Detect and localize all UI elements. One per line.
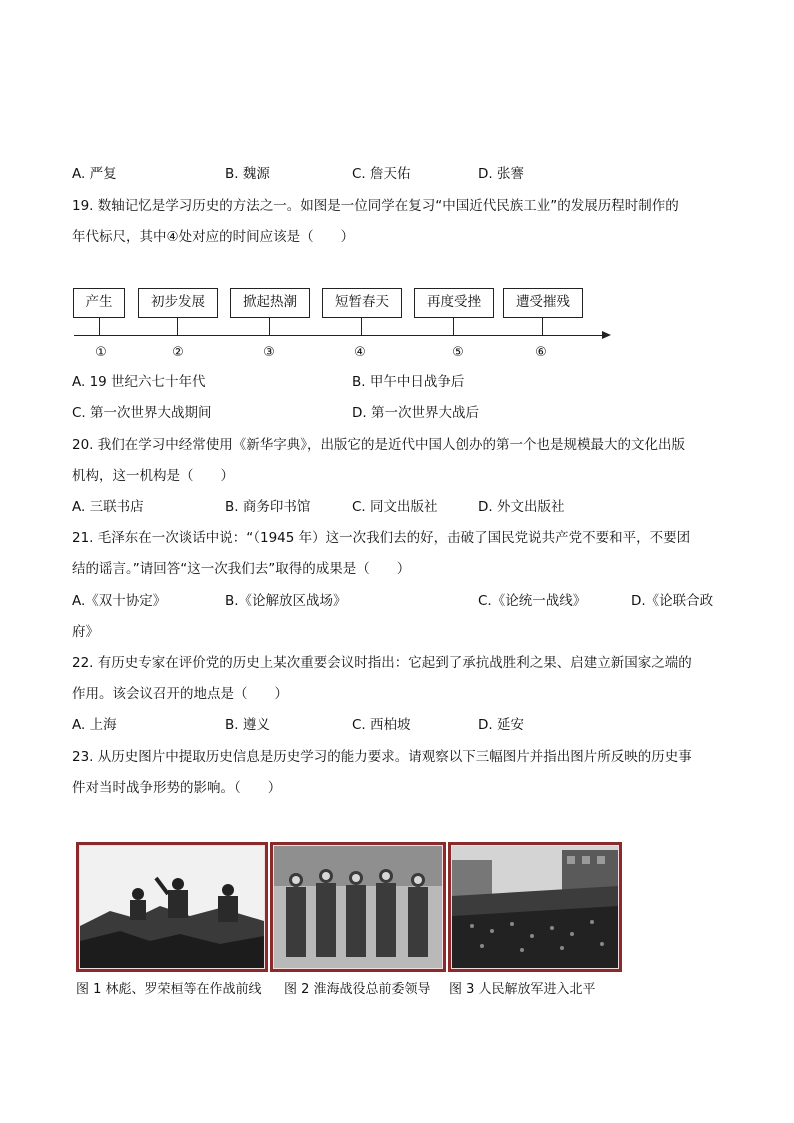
q23-stem-line1: 23. 从历史图片中提取历史信息是历史学习的能力要求。请观察以下三幅图片并指出图片所反映的历史事 <box>72 749 692 765</box>
q20-option-d: D. 外文出版社 <box>478 499 565 515</box>
timeline-tick <box>177 318 178 335</box>
timeline-tick <box>269 318 270 335</box>
q20-option-b: B. 商务印书馆 <box>225 499 311 515</box>
q22-stem-line2: 作用。该会议召开的地点是（ ） <box>72 686 288 702</box>
q21-option-c: C.《论统一战线》 <box>478 593 587 609</box>
timeline-arrow-icon <box>602 331 611 339</box>
photo-2-scene <box>274 846 442 968</box>
q21-stem-line2: 结的谣言。”请回答“这一次我们去”取得的成果是（ ） <box>72 561 411 577</box>
q21-option-b: B.《论解放区战场》 <box>225 593 347 609</box>
photo-1-scene <box>80 846 264 968</box>
photo-1-caption: 图 1 林彪、罗荣桓等在作战前线 <box>76 982 262 997</box>
q18-option-b: B. 魏源 <box>225 166 270 182</box>
timeline-box-2: 初步发展 <box>138 288 218 318</box>
q18-option-c: C. 詹天佑 <box>352 166 411 182</box>
timeline-tick <box>361 318 362 335</box>
timeline-box-3: 掀起热潮 <box>230 288 310 318</box>
q19-option-d: D. 第一次世界大战后 <box>352 405 479 421</box>
timeline-marker-6: ⑥ <box>535 345 547 360</box>
q18-option-d: D. 张謇 <box>478 166 524 182</box>
q21-option-a: A.《双十协定》 <box>72 593 167 609</box>
q19-option-b: B. 甲午中日战争后 <box>352 374 465 390</box>
timeline-tick <box>542 318 543 335</box>
q21-option-d-continued: 府》 <box>72 624 99 640</box>
photo-3-frame <box>448 842 622 972</box>
timeline-axis <box>74 335 604 336</box>
q20-stem-line1: 20. 我们在学习中经常使用《新华字典》，出版它的是近代中国人创办的第一个也是规模最大的文化出版 <box>72 437 686 453</box>
photo-3-image <box>451 845 619 969</box>
q22-option-b: B. 遵义 <box>225 717 270 733</box>
q22-option-d: D. 延安 <box>478 717 524 733</box>
timeline-tick <box>99 318 100 335</box>
timeline-marker-2: ② <box>172 345 184 360</box>
q21-stem-line1: 21. 毛泽东在一次谈话中说：“（1945 年）这一次我们去的好，击破了国民党说共产党不要和平，不要团 <box>72 530 691 546</box>
q19-stem-line1: 19. 数轴记忆是学习历史的方法之一。如图是一位同学在复习“中国近代民族工业”的发展历程时制作的 <box>72 198 679 214</box>
q22-option-c: C. 西柏坡 <box>352 717 411 733</box>
photo-1-frame <box>76 842 268 972</box>
q19-stem-line2: 年代标尺，其中④处对应的时间应该是（ ） <box>72 229 355 245</box>
q23-stem-line2: 件对当时战争形势的影响。（ ） <box>72 780 282 796</box>
timeline-box-5: 再度受挫 <box>414 288 494 318</box>
timeline-marker-5: ⑤ <box>452 345 464 360</box>
q20-option-c: C. 同文出版社 <box>352 499 438 515</box>
q21-option-d: D.《论联合政 <box>631 593 714 609</box>
q20-option-a: A. 三联书店 <box>72 499 144 515</box>
q19-option-c: C. 第一次世界大战期间 <box>72 405 212 421</box>
q22-stem-line1: 22. 有历史专家在评价党的历史上某次重要会议时指出：它起到了承抗战胜利之果、启建立新国家之端的 <box>72 655 692 671</box>
timeline-box-6: 遭受摧残 <box>503 288 583 318</box>
q18-option-a: A. 严复 <box>72 166 117 182</box>
timeline-marker-4: ④ <box>354 345 366 360</box>
photo-3-caption: 图 3 人民解放军进入北平 <box>449 982 596 997</box>
timeline-box-1: 产生 <box>73 288 125 318</box>
timeline-marker-3: ③ <box>263 345 275 360</box>
timeline-box-4: 短暂春天 <box>322 288 402 318</box>
photo-1-image <box>79 845 265 969</box>
q19-option-a: A. 19 世纪六七十年代 <box>72 374 206 390</box>
photo-2-frame <box>270 842 446 972</box>
timeline-marker-1: ① <box>95 345 107 360</box>
q22-option-a: A. 上海 <box>72 717 117 733</box>
q20-stem-line2: 机构，这一机构是（ ） <box>72 468 234 484</box>
timeline-tick <box>453 318 454 335</box>
photo-2-caption: 图 2 淮海战役总前委领导 <box>284 982 431 997</box>
photo-3-scene <box>452 846 618 968</box>
photo-2-image <box>273 845 443 969</box>
